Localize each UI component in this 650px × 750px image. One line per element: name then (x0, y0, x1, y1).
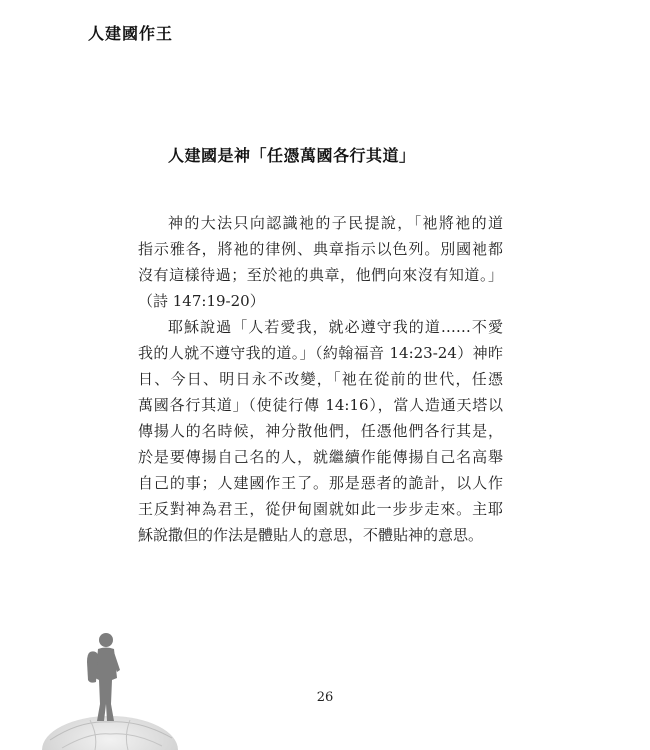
paragraph-line: 王反對神為君王，從伊甸園就如此一步步走來。主耶 (138, 500, 503, 518)
paragraph-line: 神的大法只向認識祂的子民提說，「祂將祂的道 (168, 214, 503, 232)
paragraph-line: 我的人就不遵守我的道。」（約翰福音 14:23-24）神昨 (138, 344, 503, 362)
paragraph-line: 沒有這樣待過；至於祂的典章，他們向來沒有知道。」 (138, 266, 503, 284)
paragraph-line: 於是要傳揚自己名的人，就繼續作能傳揚自己名高舉 (138, 448, 503, 466)
body-text (138, 210, 503, 548)
paragraph-line: 日、今日、明日永不改變，「祂在從前的世代，任憑 (138, 370, 503, 388)
running-head: 人建國作王 (88, 24, 174, 43)
paragraph-line: 自己的事；人建國作王了。那是惡者的詭計，以人作 (138, 474, 503, 492)
paragraph-line: 傳揚人的名時候，神分散他們，任憑他們各行其是， (138, 422, 503, 440)
hiker-figure (87, 633, 120, 721)
paragraph-line: 萬國各行其道」（使徒行傳 14:16），當人造通天塔以 (138, 396, 503, 414)
paragraph-line: 穌說撒但的作法是體貼人的意思，不體貼神的意思。 (138, 526, 484, 544)
chapter-title: 人建國是神「任憑萬國各行其道」 (168, 146, 416, 165)
paragraph-line: 指示雅各，將祂的律例、典章指示以色列。別國祂都 (138, 240, 503, 258)
hiker-silhouette-illustration (40, 600, 190, 750)
paragraph-line: （詩 147:19-20） (138, 292, 265, 310)
paragraph-line: 耶穌說過「人若愛我，就必遵守我的道……不愛 (168, 318, 503, 336)
page-number: 26 (316, 690, 334, 705)
